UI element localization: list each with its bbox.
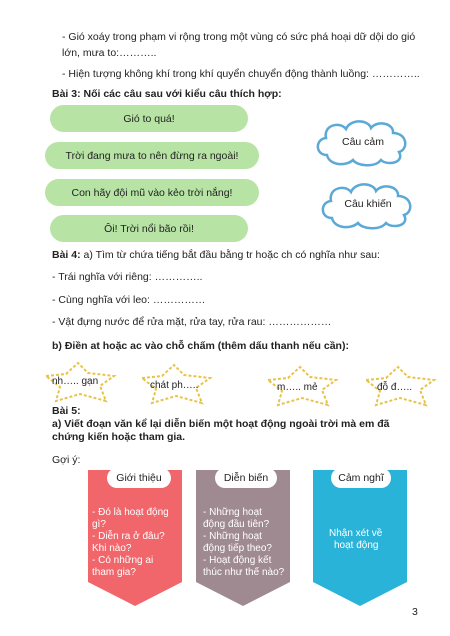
card-gioi-thieu-line-4: Khi nào?: [92, 543, 132, 554]
sentence-pill-2: Trời đang mưa to nên đừng ra ngoài!: [45, 142, 259, 169]
cloud-label-cau-cam: Câu cảm: [341, 136, 385, 148]
definition-line-2: lớn, mưa to:………..: [62, 47, 157, 59]
card-dien-bien-line-6: thúc như thế nào?: [203, 567, 285, 578]
card-gioi-thieu-line-6: tham gia?: [92, 567, 136, 578]
bai3-title: Bài 3: Nối các câu sau với kiểu câu thích hợp:: [52, 88, 282, 100]
card-gioi-thieu-line-3: - Diễn ra ở đâu?: [92, 531, 165, 542]
bai4-item-1: - Trái nghĩa với riêng: …………..: [52, 271, 203, 283]
definition-line-3: - Hiện tượng không khí trong khí quyển chuyển động thành luồng: …………..: [62, 68, 420, 80]
star-word-2: chát ph…..: [150, 380, 199, 391]
card-header-dien-bien: Diễn biến: [215, 468, 277, 488]
card-header-cam-nghi: Cảm nghĩ: [331, 468, 391, 488]
sentence-pill-4: Ôi! Trời nổi bão rồi!: [50, 215, 248, 242]
card-dien-bien-line-3: - Những hoạt: [203, 531, 262, 542]
card-gioi-thieu-line-2: gì?: [92, 519, 106, 530]
card-dien-bien-line-2: động đầu tiên?: [203, 519, 270, 530]
bai4-item-3: - Vật đựng nước để rửa mặt, rửa tay, rửa rau: ………………: [52, 316, 332, 328]
star-word-4: đỗ đ…..: [377, 382, 413, 393]
cloud-label-cau-khien: Câu khiến: [344, 198, 392, 210]
bai4-title-bold: Bài 4:: [52, 249, 81, 261]
card-gioi-thieu-line-5: - Có những ai: [92, 555, 154, 566]
card-gioi-thieu-line-1: - Đó là hoạt động: [92, 507, 169, 518]
page-number: 3: [412, 606, 418, 618]
definition-line-1: - Gió xoáy trong phạm vi rộng trong một vùng có sức phá hoại dữ dội do gió: [62, 31, 416, 43]
card-dien-bien-line-4: động tiếp theo?: [203, 543, 272, 554]
card-header-gioi-thieu: Giới thiệu: [107, 468, 171, 488]
card-cam-nghi-line-1: Nhận xét về: [329, 528, 383, 539]
bai4-title-rest: a) Tìm từ chứa tiếng bắt đầu bằng tr hoặc ch có nghĩa như sau:: [80, 249, 380, 261]
bai5-task-line-2: chứng kiến hoặc tham gia.: [52, 431, 186, 443]
bai5-hint: Gợi ý:: [52, 454, 81, 466]
card-cam-nghi-line-2: hoạt động: [334, 540, 379, 551]
bai5-task-line-1: a) Viết đoạn văn kể lại diễn biến một hoạt động ngoài trời mà em đã: [52, 418, 390, 430]
sentence-pill-1: Gió to quá!: [50, 105, 248, 132]
star-word-3: m….. mẻ: [277, 382, 318, 393]
bai4-title: [52, 249, 380, 262]
star-word-1: nh….. gạn: [52, 376, 99, 387]
sentence-pill-3: Con hãy đội mũ vào kẻo trời nắng!: [45, 179, 259, 206]
bai5-title: Bài 5:: [52, 405, 81, 417]
card-dien-bien-line-5: - Hoạt động kết: [203, 555, 272, 566]
cloud-cau-cam: [313, 115, 413, 167]
cloud-cau-khien: [318, 178, 418, 230]
card-dien-bien-line-1: - Những hoạt: [203, 507, 262, 518]
bai4-item-2: - Cùng nghĩa với leo: ……………: [52, 294, 206, 306]
bai4-part-b: b) Điền at hoặc ac vào chỗ chấm (thêm dấu thanh nếu cần):: [52, 340, 349, 352]
